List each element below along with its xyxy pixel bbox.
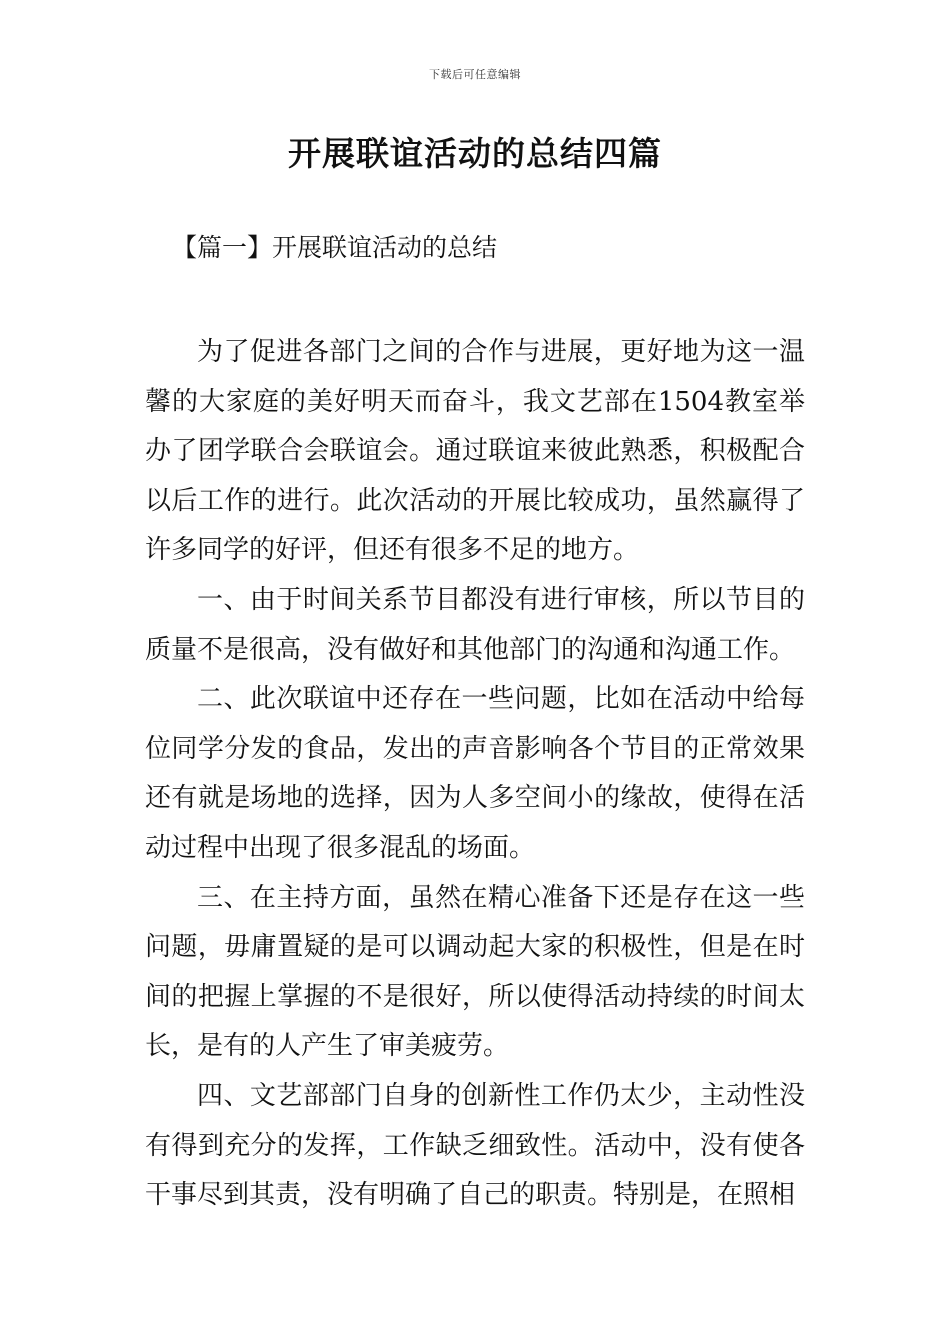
paragraph-point-2: 二、此次联谊中还存在一些问题，比如在活动中给每位同学分发的食品，发出的声音影响各个节目的正常效果还有就是场地的选择，因为人多空间小的缘故，使得在活动过程中出现了很多混乱的场面。 [145,684,805,863]
document-title: 开展联谊活动的总结四篇 [288,134,662,173]
paragraph-point-1: 一、由于时间关系节目都没有进行审核，所以节目的质量不是很高，没有做好和其他部门的沟通和沟通工作。 [145,584,805,665]
section-heading: 【篇一】开展联谊活动的总结 [172,233,498,262]
header-note: 下载后可任意编辑 [429,68,521,81]
paragraph-point-4: 四、文艺部部门自身的创新性工作仍太少，主动性没有得到充分的发挥，工作缺乏细致性。活动中，没有使各干事尽到其责，没有明确了自己的职责。特别是，在照相 [145,1080,805,1211]
paragraph-intro: 为了促进各部门之间的合作与进展，更好地为这一温馨的大家庭的美好明天而奋斗，我文艺部在1504教室举办了团学联合会联谊会。通过联谊来彼此熟悉，积极配合以后工作的进行。此次活动的开展比较成功，虽然赢得了许多同学的好评，但还有很多不足的地方。 [145,337,805,566]
document-body [145,328,805,1221]
paragraph-point-3: 三、在主持方面，虽然在精心准备下还是存在这一些问题，毋庸置疑的是可以调动起大家的积极性，但是在时间的把握上掌握的不是很好，所以使得活动持续的时间太长，是有的人产生了审美疲劳。 [145,882,805,1062]
